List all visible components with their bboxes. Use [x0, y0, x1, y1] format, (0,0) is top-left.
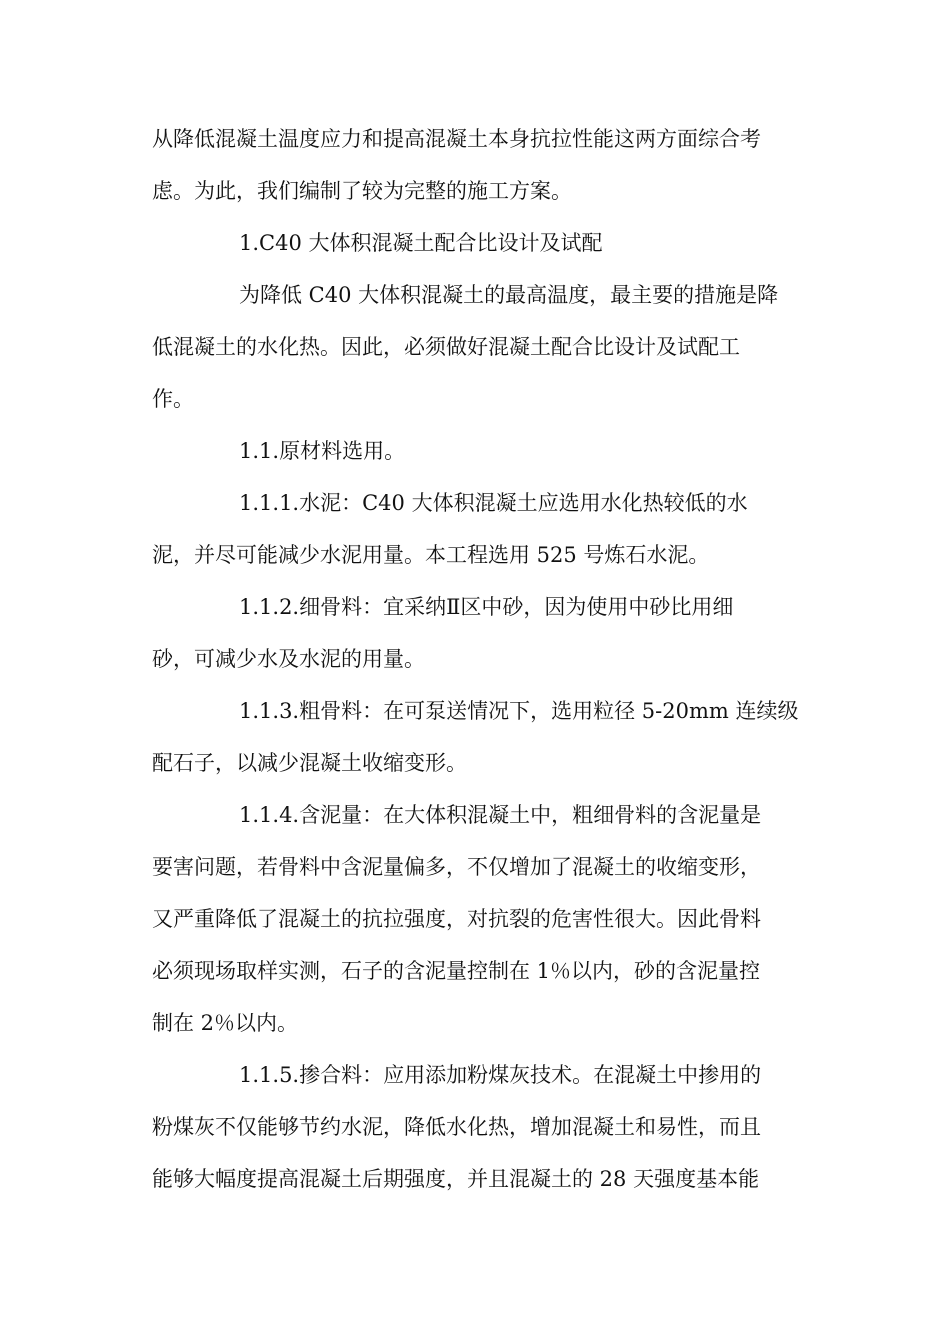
- paragraph-line: 1.1.4.含泥量：在大体积混凝土中，粗细骨料的含泥量是: [239, 803, 762, 827]
- paragraph-line: 必须现场取样实测，石子的含泥量控制在 1％以内，砂的含泥量控: [152, 959, 761, 983]
- paragraph-line: 虑。为此，我们编制了较为完整的施工方案。: [152, 179, 572, 203]
- paragraph-line: 1.1.2.细骨料：宜采纳Ⅱ区中砂，因为使用中砂比用细: [239, 595, 734, 619]
- paragraph-line: 能够大幅度提高混凝土后期强度，并且混凝土的 28 天强度基本能: [152, 1167, 760, 1191]
- paragraph-line: 配石子，以减少混凝土收缩变形。: [152, 751, 467, 775]
- paragraph-line: 泥，并尽可能减少水泥用量。本工程选用 525 号炼石水泥。: [152, 543, 710, 567]
- document-body: [152, 113, 800, 1205]
- subsection-heading: 1.1.原材料选用。: [239, 439, 406, 463]
- paragraph-line: 1.1.5.掺合料：应用添加粉煤灰技术。在混凝土中掺用的: [239, 1063, 762, 1087]
- paragraph-line: 低混凝土的水化热。因此，必须做好混凝土配合比设计及试配工: [152, 335, 740, 359]
- paragraph-line: 又严重降低了混凝土的抗拉强度，对抗裂的危害性很大。因此骨料: [152, 907, 761, 931]
- paragraph-line: 砂，可减少水及水泥的用量。: [152, 647, 425, 671]
- paragraph-line: 粉煤灰不仅能够节约水泥，降低水化热，增加混凝土和易性，而且: [152, 1115, 761, 1139]
- paragraph-line: 为降低 C40 大体积混凝土的最高温度，最主要的措施是降: [239, 283, 779, 307]
- section-heading: 1.C40 大体积混凝土配合比设计及试配: [239, 231, 603, 255]
- paragraph-line: 1.1.3.粗骨料：在可泵送情况下，选用粒径 5-20mm 连续级: [239, 699, 799, 723]
- paragraph-line: 从降低混凝土温度应力和提高混凝土本身抗拉性能这两方面综合考: [152, 127, 761, 151]
- paragraph-line: 要害问题，若骨料中含泥量偏多，不仅增加了混凝土的收缩变形，: [152, 855, 761, 879]
- paragraph-line: 作。: [152, 387, 194, 411]
- paragraph-line: 1.1.1.水泥：C40 大体积混凝土应选用水化热较低的水: [239, 491, 748, 515]
- paragraph-line: 制在 2％以内。: [152, 1011, 299, 1035]
